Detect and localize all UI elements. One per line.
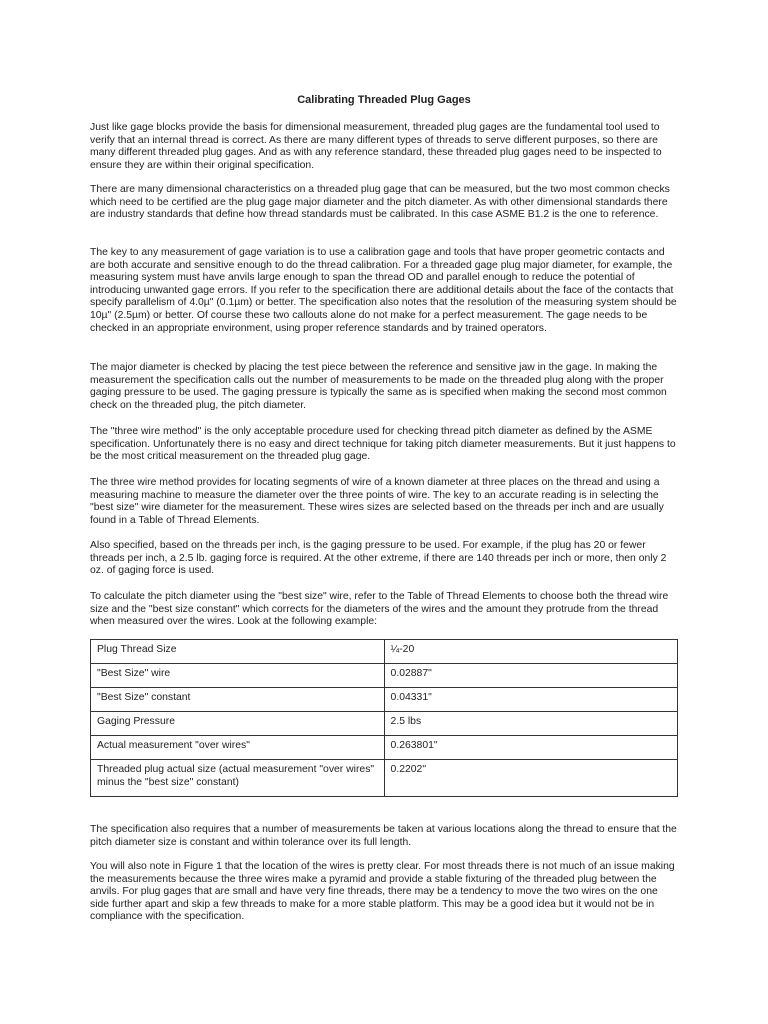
table-row [91,640,678,664]
table-cell-label: "Best Size" constant [91,688,385,712]
table-cell-label: Actual measurement "over wires" [91,736,385,760]
table-cell-value: 0.02887" [384,664,677,688]
table-cell-value: 2.5 lbs [384,712,677,736]
table-cell-label: Plug Thread Size [91,640,385,664]
table-cell-value: ¼-20 [384,640,677,664]
paragraph-7: Also specified, based on the threads per inch, is the gaging pressure to be used. For example, if the plug has 20 or fewer threads per inch, a 2.5 lb. gaging force is required. At the other extreme, if there are 140 threads per inch or more, then only 2 oz. of gaging force is used. [90,540,667,577]
paragraph-6: The three wire method provides for locating segments of wire of a known diameter at three places on the thread and using a measuring machine to measure the diameter over the three points of wire. The key to an accurate reading is in selecting the "best size" wire diameter for the measurement. These wires sizes are selected based on the threads per inch and are usually found in a Table of Thread Elements. [90,477,664,526]
document-title: Calibrating Threaded Plug Gages [297,94,471,106]
table-cell-label: Gaging Pressure [91,712,385,736]
paragraph-1: Just like gage blocks provide the basis for dimensional measurement, threaded plug gages are the fundamental tool used to verify that an internal thread is correct. As there are many different types of threads to serve different purposes, so there are many different threaded plug gages. And as with any reference standard, these threaded plug gages need to be inspected to ensure they are within their original specification. [90,122,662,171]
paragraph-5: The "three wire method" is the only acceptable procedure used for checking thread pitch diameter as defined by the ASME specification. Unfortunately there is no easy and direct technique for taking pitch diameter measurements. But it just happens to be the most critical measurement on the threaded plug gage. [90,426,676,463]
paragraph-2: There are many dimensional characteristics on a threaded plug gage that can be measured, but the two most common checks which need to be certified are the plug gage major diameter and the pitch diameter. As with other dimensional standards there are industry standards that define how thread standards must be calibrated. In this case ASME B1.2 is the one to reference. [90,184,670,221]
table-row [91,760,678,797]
table-row [91,712,678,736]
thread-elements-table [90,639,678,797]
table-cell-value: 0.2202" [384,760,677,797]
table-cell-value: 0.04331" [384,688,677,712]
paragraph-4: The major diameter is checked by placing the test piece between the reference and sensitive jaw in the gage. In making the measurement the specification calls out the number of measurements to be made on the threaded plug along with the proper gaging pressure to be used. The gaging pressure is typically the same as is specified when making the second most common check on the threaded plug, the pitch diameter. [90,362,667,411]
table-row [91,688,678,712]
table-cell-label: "Best Size" wire [91,664,385,688]
table-row [91,736,678,760]
table-cell-value: 0.263801" [384,736,677,760]
closing-paragraph-1: The specification also requires that a number of measurements be taken at various locations along the thread to ensure that the pitch diameter size is constant and within tolerance over its full length. [90,824,677,848]
closing-paragraph-2: You will also note in Figure 1 that the location of the wires is pretty clear. For most threads there is not much of an issue making the measurements because the three wires make a pyramid and provide a stable fixturing of the threaded plug between the anvils. For plug gages that are small and have very fine threads, there may be a tendency to move the two wires on the one side further apart and skip a few threads to make for a more stable platform. This may be a good idea but it would not be in compliance with the specification. [90,861,675,923]
paragraph-3: The key to any measurement of gage variation is to use a calibration gage and tools that have proper geometric contacts and are both accurate and sensitive enough to do the thread calibration. For a threaded gage plug major diameter, for example, the measuring system must have anvils large enough to span the thread OD and parallel enough to reduce the potential of introducing unwanted gage errors. If you refer to the specification there are additional details about the face of the contacts that specify parallelism of 4.0µ" (0.1µm) or better. The specification also notes that the resolution of the measuring system should be 10µ" (2.5µm) or better. Of course these two callouts alone do not make for a perfect measurement. The gage needs to be checked in an appropriate environment, using proper reference standards and by trained operators. [90,247,677,334]
table-cell-label: Threaded plug actual size (actual measurement "over wires" minus the "best size" constant) [91,760,385,797]
paragraph-8: To calculate the pitch diameter using the "best size" wire, refer to the Table of Thread Elements to choose both the thread wire size and the "best size constant" which corrects for the diameters of the wires and the amount they protrude from the thread when measured over the wires. Look at the following example: [90,591,669,628]
table-row [91,664,678,688]
